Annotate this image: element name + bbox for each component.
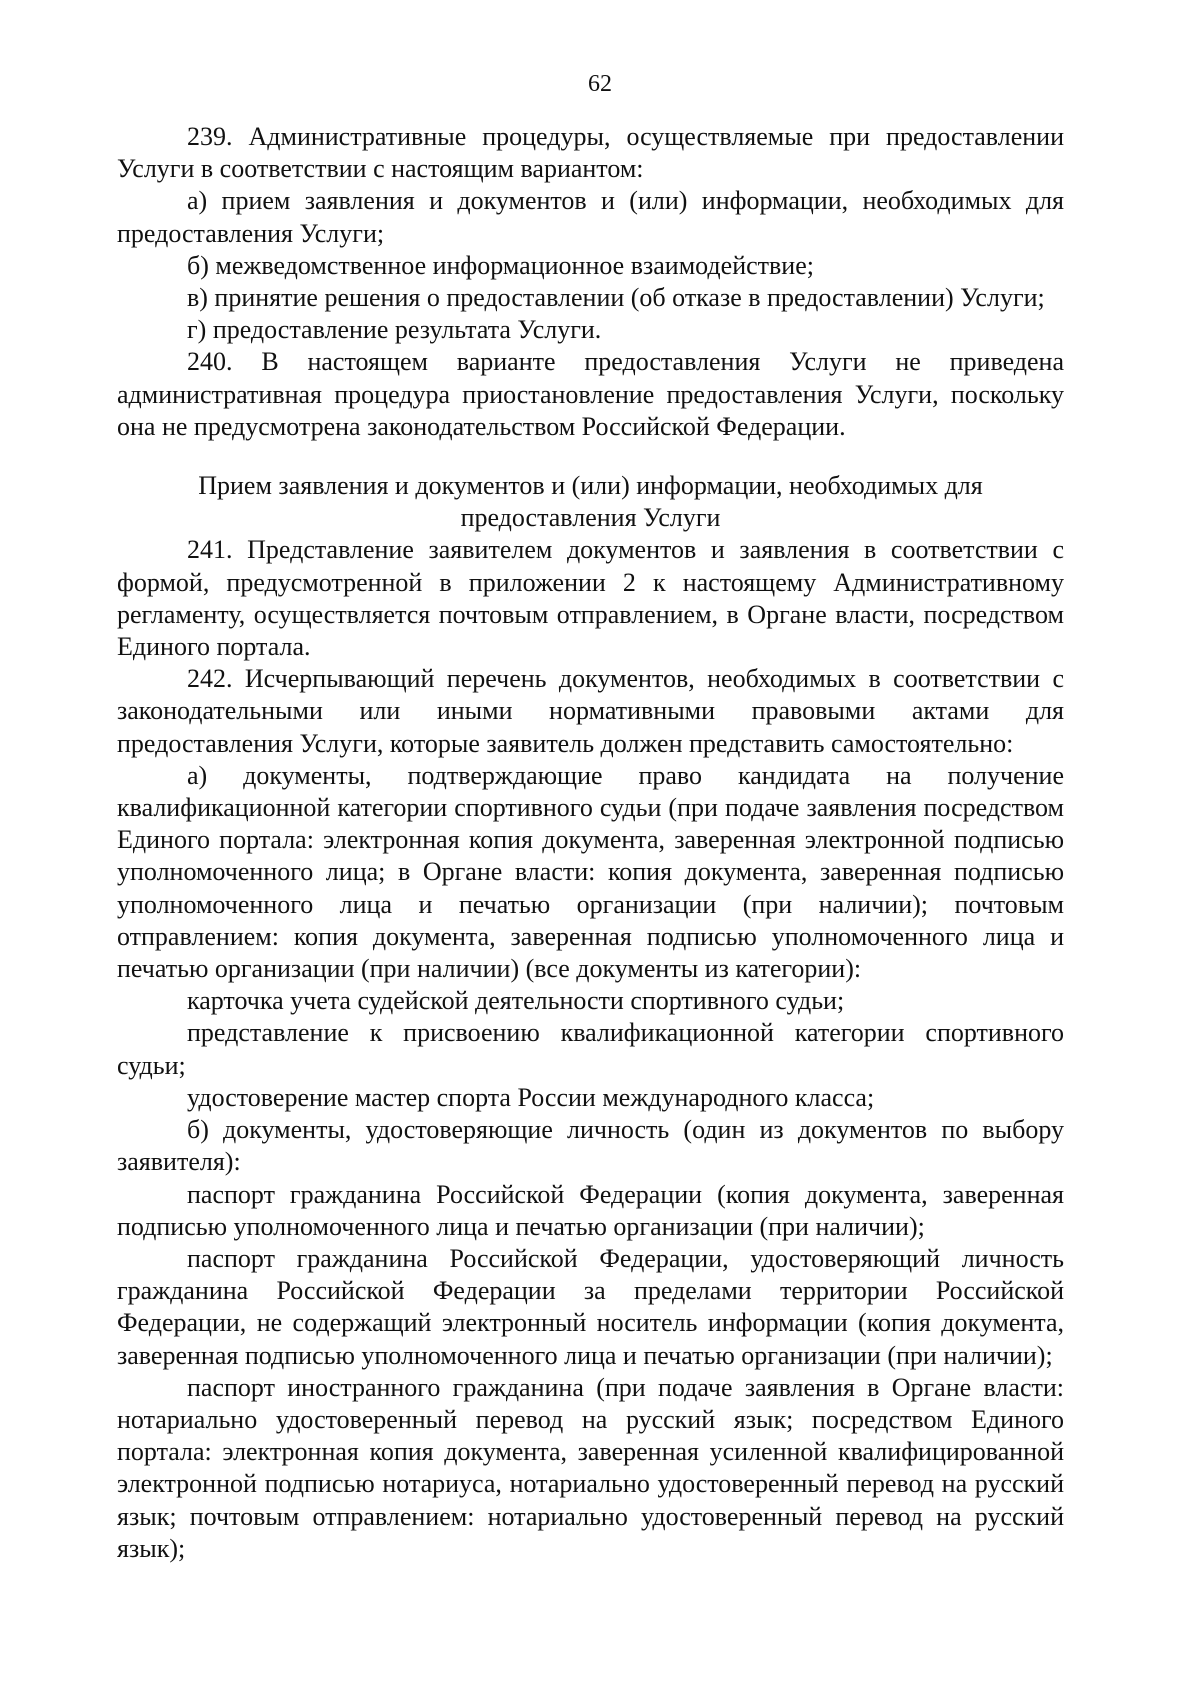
item-239-a: а) прием заявления и документов и (или) информации, необходимых для предоставления Услуги; bbox=[117, 186, 1064, 248]
subitem-passport-rf: паспорт гражданина Российской Федерации (копия документа, заверенная подписью уполномоченного лица и печатью организации (при наличии); bbox=[117, 1179, 1064, 1241]
subitem-certificate: удостоверение мастер спорта России международного класса; bbox=[187, 1082, 875, 1112]
item-239-g: г) предоставление результата Услуги. bbox=[187, 315, 602, 345]
section-heading: Прием заявления и документов и (или) информации, необходимых для предоставления Услуги bbox=[198, 471, 983, 533]
item-239-v: в) принятие решения о предоставлении (об отказе в предоставлении) Услуги; bbox=[187, 283, 1045, 313]
subitem-passport-foreign: паспорт иностранного гражданина (при подаче заявления в Органе власти: нотариально удостоверенный перевод на русский язык; посредством Единого портала: электронная копия документа, заверенная усиленной квалифицированной электронной подписью нотариуса, нотариально удостоверенный перевод на русский язык; почтовым отправлением: нотариально удостоверенный перевод на русский язык); bbox=[117, 1372, 1064, 1563]
item-242-b: б) документы, удостоверяющие личность (один из документов по выбору заявителя): bbox=[117, 1115, 1064, 1177]
subitem-submission: представление к присвоению квалификационной категории спортивного судьи; bbox=[117, 1018, 1064, 1080]
item-242-a: а) документы, подтверждающие право кандидата на получение квалификационной категории спортивного судьи (при подаче заявления посредством Единого портала: электронная копия документа, заверенная электронной подписью уполномоченного лица; в Органе власти: копия документа, заверенная подписью уполномоченного лица и печатью организации (при наличии); почтовым отправлением: копия документа, заверенная подписью уполномоченного лица и печатью организации (при наличии) (все документы из категории): bbox=[117, 760, 1064, 984]
page-number: 62 bbox=[588, 71, 612, 97]
document-body bbox=[117, 121, 1064, 1565]
subitem-card: карточка учета судейской деятельности спортивного судьи; bbox=[187, 986, 845, 1016]
paragraph-241: 241. Представление заявителем документов и заявления в соответствии с формой, предусмотренной в приложении 2 к настоящему Административному регламенту, осуществляется почтовым отправлением, в Органе власти, посредством Единого портала. bbox=[117, 535, 1064, 662]
paragraph-240: 240. В настоящем варианте предоставления Услуги не приведена административная процедура приостановление предоставления Услуги, поскольку она не предусмотрена законодательством Российской Федерации. bbox=[117, 347, 1064, 441]
item-239-b: б) межведомственное информационное взаимодействие; bbox=[187, 250, 814, 280]
paragraph-239: 239. Административные процедуры, осуществляемые при предоставлении Услуги в соответствии с настоящим вариантом: bbox=[117, 122, 1064, 184]
subitem-passport-abroad: паспорт гражданина Российской Федерации, удостоверяющий личность гражданина Российской Федерации за пределами территории Российской Федерации, не содержащий электронный носитель информации (копия документа, заверенная подписью уполномоченного лица и печатью организации (при наличии); bbox=[117, 1243, 1064, 1370]
paragraph-242: 242. Исчерпывающий перечень документов, необходимых в соответствии с законодательными или иными нормативными правовыми актами для предоставления Услуги, которые заявитель должен представить самостоятельно: bbox=[117, 664, 1064, 758]
